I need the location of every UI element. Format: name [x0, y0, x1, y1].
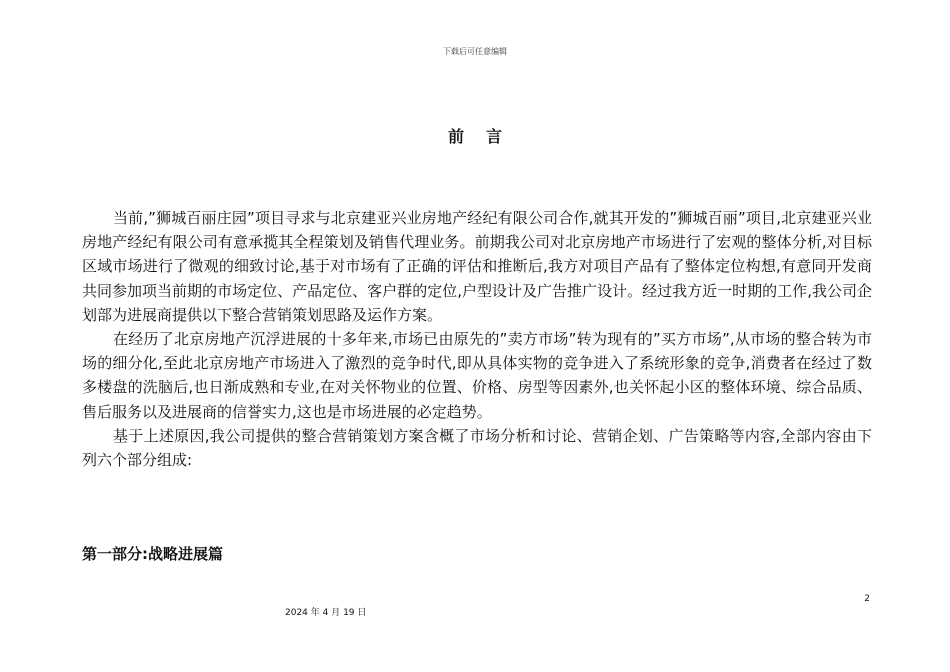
footer-date: 2024 年 4 月 19 日 [285, 608, 367, 618]
page-number: 2 [864, 594, 870, 604]
paragraph: 在经历了北京房地产沉浮进展的十多年来,市场已由原先的”卖方市场”转为现有的”买方市场”,从市场的整合转为市场的细分化,至此北京房地产市场进入了激烈的竞争时代,即从具体实物的竞争进入了系统形象的竞争,消费者在经过了数多楼盘的洗脑后,也日渐成熟和专业,在对关怀物业的位置、价格、房型等因素外,也关怀起小区的整体环境、综合品质、售后服务以及进展商的信誉实力,这也是市场进展的必定趋势。 [82, 330, 872, 421]
paragraph: 当前,”狮城百丽庄园”项目寻求与北京建亚兴业房地产经纪有限公司合作,就其开发的”狮城百丽”项目,北京建亚兴业房地产经纪有限公司有意承揽其全程策划及销售代理业务。前期我公司对北京房地产市场进行了宏观的整体分析,对目标区域市场进行了微观的细致讨论,基于对市场有了正确的评估和推断后,我方对项目产品有了整体定位构想,有意同开发商共同参加项当前期的市场定位、产品定位、客户群的定位,户型设计及广告推广设计。经过我方近一时期的工作,我公司企划部为进展商提供以下整合营销策划思路及运作方案。 [82, 209, 872, 324]
page-title: 前言 [447, 127, 524, 146]
header-note: 下载后可任意编辑 [443, 47, 507, 56]
paragraph: 基于上述原因,我公司提供的整合营销策划方案含概了市场分析和讨论、营销企划、广告策略等内容,全部内容由下列六个部分组成: [82, 426, 872, 470]
body-text [82, 206, 872, 472]
section-heading: 第一部分:战略进展篇 [82, 545, 223, 563]
